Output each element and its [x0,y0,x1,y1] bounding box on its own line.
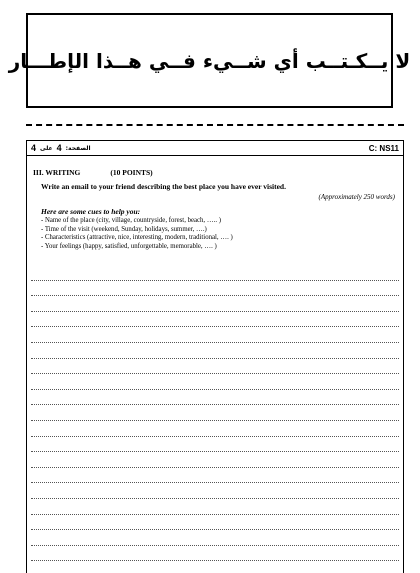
answer-line[interactable] [31,437,399,453]
answer-line[interactable] [31,530,399,546]
answer-line[interactable] [31,281,399,297]
answer-line[interactable] [31,296,399,312]
no-writing-box [8,13,411,108]
total-pages: 4 [31,143,37,153]
sheet-header [27,141,403,156]
writing-area[interactable] [31,265,399,561]
page-number: 4 [56,143,62,153]
page-indicator [31,143,91,153]
answer-line[interactable] [31,499,399,515]
task-prompt: Write an email to your friend describing the best place you have ever visited. [41,182,286,191]
answer-line[interactable] [31,468,399,484]
answer-line[interactable] [31,483,399,499]
section-heading [33,168,403,177]
section-title: III. WRITING [33,168,81,177]
word-count-hint: (Approximately 250 words) [318,193,395,201]
answer-line[interactable] [31,515,399,531]
answer-sheet [26,140,404,573]
of-label: على [40,144,53,152]
cues-title: Here are some cues to help you: [41,207,141,216]
answer-line[interactable] [31,265,399,281]
answer-line[interactable] [31,546,399,562]
answer-line[interactable] [31,312,399,328]
cue-item: - Characteristics (attractive, nice, interesting, modern, traditional, …. ) [41,234,403,243]
section-points: (10 POINTS) [110,168,153,177]
answer-line[interactable] [31,405,399,421]
answer-line[interactable] [31,390,399,406]
answer-line[interactable] [31,327,399,343]
cues-list [41,217,403,251]
no-writing-notice: لا يــكـتــب أي شــيء فــي هــذا الإطـــار [8,48,411,73]
answer-line[interactable] [31,343,399,359]
cue-item: - Time of the visit (weekend, Sunday, holidays, summer, ….) [41,226,403,235]
answer-line[interactable] [31,452,399,468]
answer-line[interactable] [31,359,399,375]
cut-line [26,124,404,126]
cue-item: - Name of the place (city, village, countryside, forest, beach, ….. ) [41,217,403,226]
cue-item: - Your feelings (happy, satisfied, unforgettable, memorable, …. ) [41,243,403,252]
page-label: الصفحة: [65,144,91,152]
exam-code: C: NS11 [368,143,399,153]
answer-line[interactable] [31,374,399,390]
answer-line[interactable] [31,421,399,437]
